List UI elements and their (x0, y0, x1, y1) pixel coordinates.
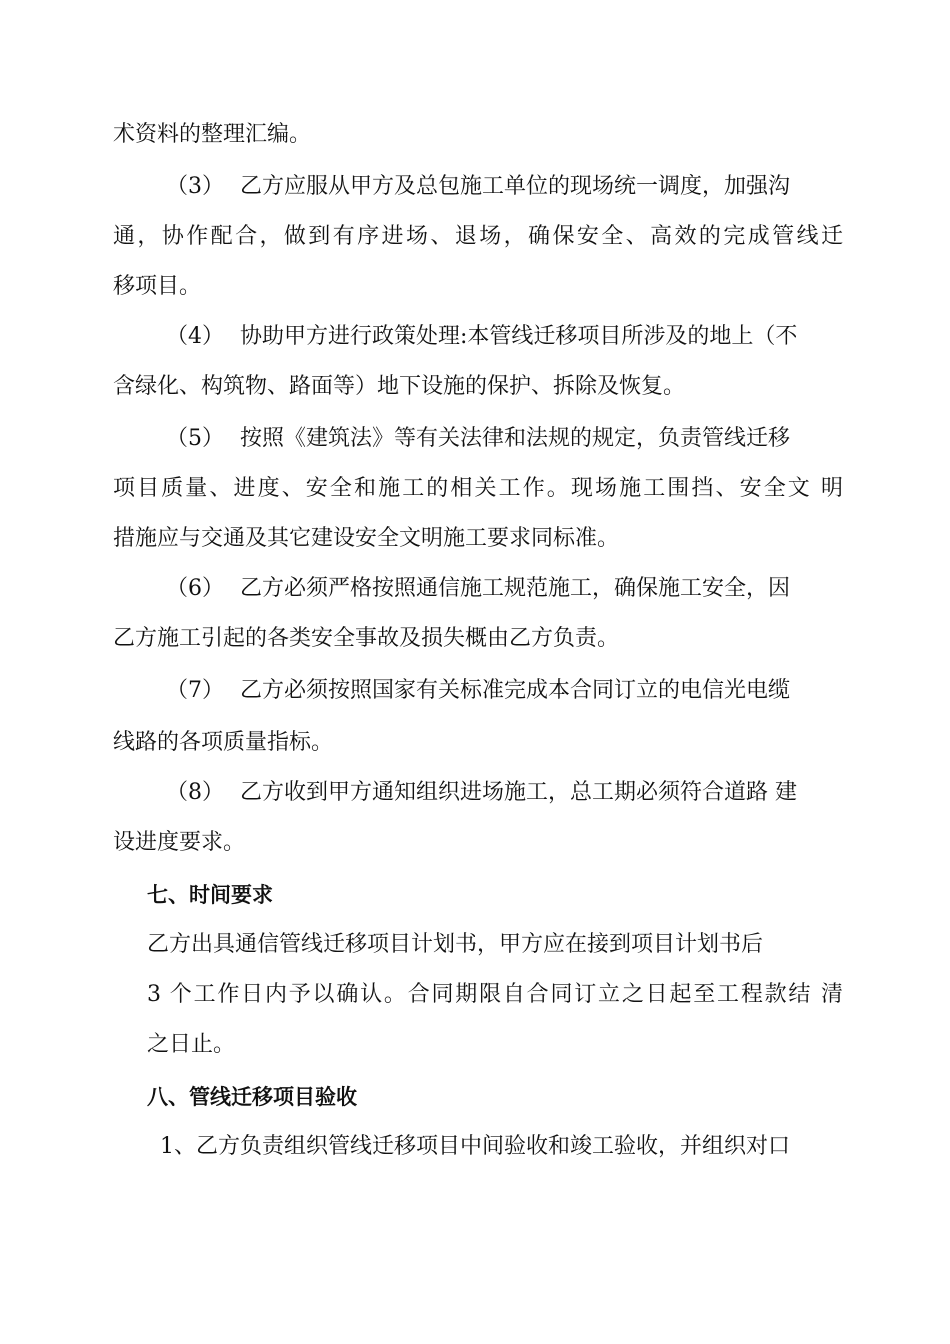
text-line: 乙方应服从甲方及总包施工单位的现场统一调度，加强沟 (240, 174, 791, 199)
item-number: （5） (166, 426, 224, 451)
text-line: 线路的各项质量指标。 (113, 730, 334, 755)
text-line: 移项目。 (113, 274, 202, 299)
item-7-paragraph-line (166, 676, 790, 706)
item-number: （4） (166, 324, 224, 349)
text-line: 项目质量、进度、安全和施工的相关工作。现场施工围挡、安全文 明 (113, 476, 843, 501)
item-number: （8） (166, 780, 224, 805)
text-line: 协助甲方进行政策处理:本管线迁移项目所涉及的地上（不 (240, 324, 798, 349)
item-number: （6） (166, 576, 224, 601)
item-8-paragraph-line (166, 778, 797, 808)
text-line: 设进度要求。 (113, 830, 246, 855)
item-3-paragraph-line (166, 172, 790, 202)
text-line: 术资料的整理汇编。 (113, 122, 312, 147)
item-5-paragraph-line (166, 424, 790, 454)
text-line: 含绿化、构筑物、路面等）地下设施的保护、拆除及恢复。 (113, 374, 686, 399)
text-line: 按照《建筑法》等有关法律和法规的规定，负责管线迁移 (240, 426, 791, 451)
text-line: 之日止。 (147, 1032, 236, 1057)
section-heading: 八、管线迁移项目验收 (147, 1085, 357, 1109)
text-line: 措施应与交通及其它建设安全文明施工要求同标准。 (113, 526, 620, 551)
text-line: 乙方出具通信管线迁移项目计划书，甲方应在接到项目计划书后 (147, 932, 764, 957)
item-number: （7） (166, 678, 224, 703)
text-line: 乙方必须严格按照通信施工规范施工，确保施工安全，因 (240, 576, 791, 601)
text-line: 1、乙方负责组织管线迁移项目中间验收和竣工验收，并组织对口 (160, 1134, 790, 1159)
text-line: 3 个工作日内予以确认。合同期限自合同订立之日起至工程款结 清 (147, 982, 843, 1007)
text-line: 乙方收到甲方通知组织进场施工，总工期必须符合道路 建 (240, 780, 797, 805)
item-4-paragraph-line (166, 322, 797, 352)
text-line: 乙方必须按照国家有关标准完成本合同订立的电信光电缆 (240, 678, 791, 703)
item-number: （3） (166, 174, 224, 199)
text-line: 通，协作配合，做到有序进场、退场，确保安全、高效的完成管线迁 (113, 224, 843, 249)
section-heading: 七、时间要求 (147, 883, 273, 907)
item-6-paragraph-line (166, 574, 790, 604)
text-line: 乙方施工引起的各类安全事故及损失概由乙方负责。 (113, 626, 620, 651)
